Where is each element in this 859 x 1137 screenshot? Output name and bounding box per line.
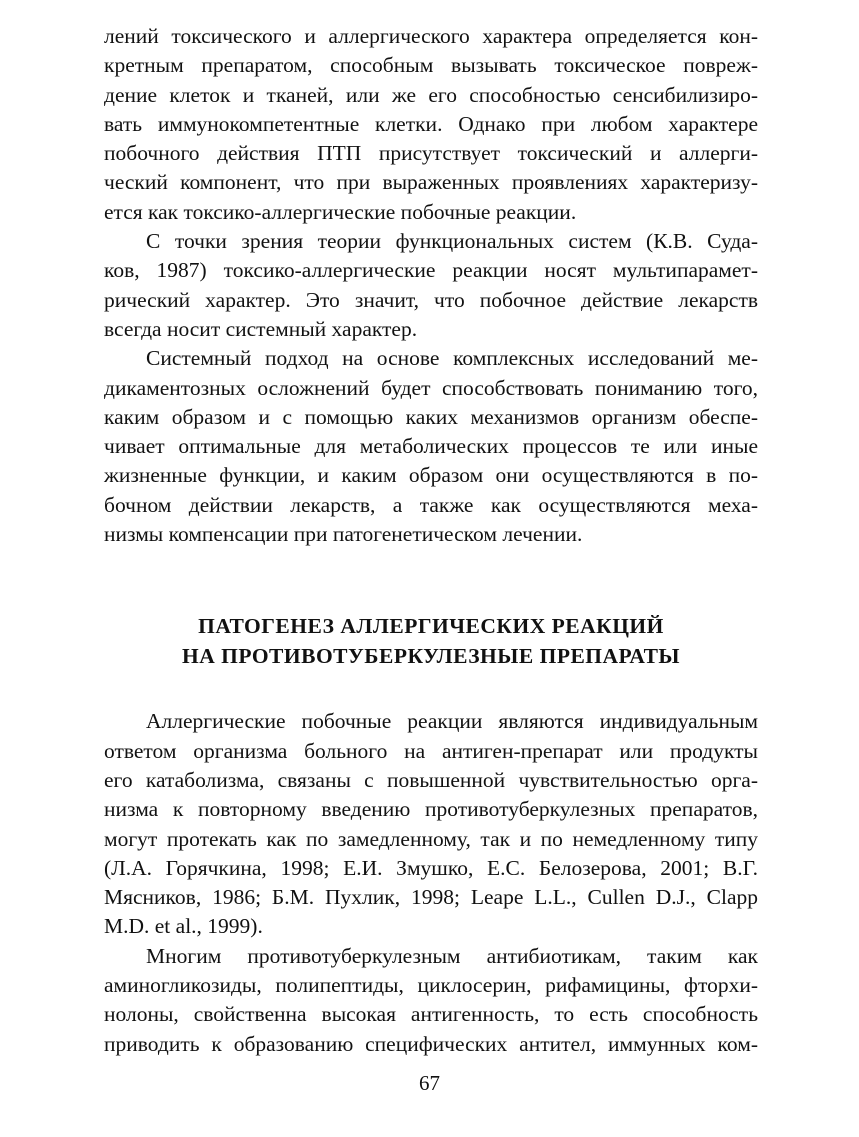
text-line: всегда носит системный характер. (104, 316, 418, 341)
text-line: Аллергические побочные реакции являются индивидуальным (146, 709, 758, 734)
heading-line-1: ПАТОГЕНЕЗ АЛЛЕРГИЧЕСКИХ РЕАКЦИЙ (198, 614, 664, 639)
section-spacer (104, 549, 758, 611)
text-line: Многим противотуберкулезным антибиотикам, таким как (146, 943, 758, 968)
text-line: низма к повторному введению противотуберкулезных препаратов, (104, 797, 758, 822)
text-line: вать иммунокомпетентные клетки. Однако при любом характере (104, 111, 758, 136)
text-line: рический характер. Это значит, что побочное действие лекарств (104, 287, 758, 312)
text-line: низмы компенсации при патогенетическом лечении. (104, 522, 583, 547)
paragraph-5 (104, 942, 758, 1059)
page-number: 67 (419, 1071, 440, 1095)
text-line: его катаболизма, связаны с повышенной чувствительностью орга- (104, 767, 758, 792)
text-line: дикаментозных осложнений будет способствовать пониманию того, (104, 375, 758, 400)
text-line: бочном действии лекарств, а также как осуществляются меха- (104, 492, 758, 517)
text-line: приводить к образованию специфических антител, иммунных ком- (104, 1031, 758, 1056)
section-heading (104, 611, 758, 671)
page-body (104, 22, 758, 1059)
text-line: Мясников, 1986; Б.М. Пухлик, 1998; Leape L.L., Cullen D.J., Clapp (104, 885, 758, 910)
text-line: ется как токсико-аллергические побочные реакции. (104, 199, 577, 224)
text-line: Системный подход на основе комплексных исследований ме- (146, 346, 758, 371)
text-line: каким образом и с помощью каких механизмов организм обеспе- (104, 404, 758, 429)
paragraph-3 (104, 344, 758, 549)
text-line: жизненные функции, и каким образом они осуществляются в по- (104, 463, 758, 488)
text-line: ческий компонент, что при выраженных проявлениях характеризу- (104, 170, 758, 195)
heading-line-2: НА ПРОТИВОТУБЕРКУЛЕЗНЫЕ ПРЕПАРАТЫ (181, 644, 681, 669)
text-line: С точки зрения теории функциональных систем (К.В. Суда- (146, 229, 758, 254)
text-line: дение клеток и тканей, или же его способностью сенсибилизиро- (104, 82, 758, 107)
text-line: чивает оптимальные для метаболических процессов те или иные (104, 434, 758, 459)
heading-spacer (104, 671, 758, 707)
text-line: лений токсического и аллергического характера определяется кон- (104, 24, 758, 48)
text-line: побочного действия ПТП присутствует токсический и аллерги- (104, 141, 758, 166)
paragraph-2 (104, 227, 758, 344)
text-line: ответом организма больного на антиген-препарат или продукты (104, 738, 758, 763)
text-line: (Л.А. Горячкина, 1998; Е.И. Змушко, Е.С. Белозерова, 2001; В.Г. (104, 855, 758, 880)
paragraph-1 (104, 22, 758, 227)
text-line: M.D. et al., 1999). (104, 914, 263, 939)
text-line: аминогликозиды, полипептиды, циклосерин, рифамицины, фторхи- (104, 973, 758, 998)
text-line: могут протекать как по замедленному, так и по немедленному типу (104, 826, 758, 851)
text-line: нолоны, свойственна высокая антигенность, то есть способность (104, 1002, 758, 1027)
text-line: кретным препаратом, способным вызывать токсическое повреж- (104, 53, 758, 78)
paragraph-4 (104, 707, 758, 941)
text-line: ков, 1987) токсико-аллергические реакции носят мультипарамет- (104, 258, 758, 283)
